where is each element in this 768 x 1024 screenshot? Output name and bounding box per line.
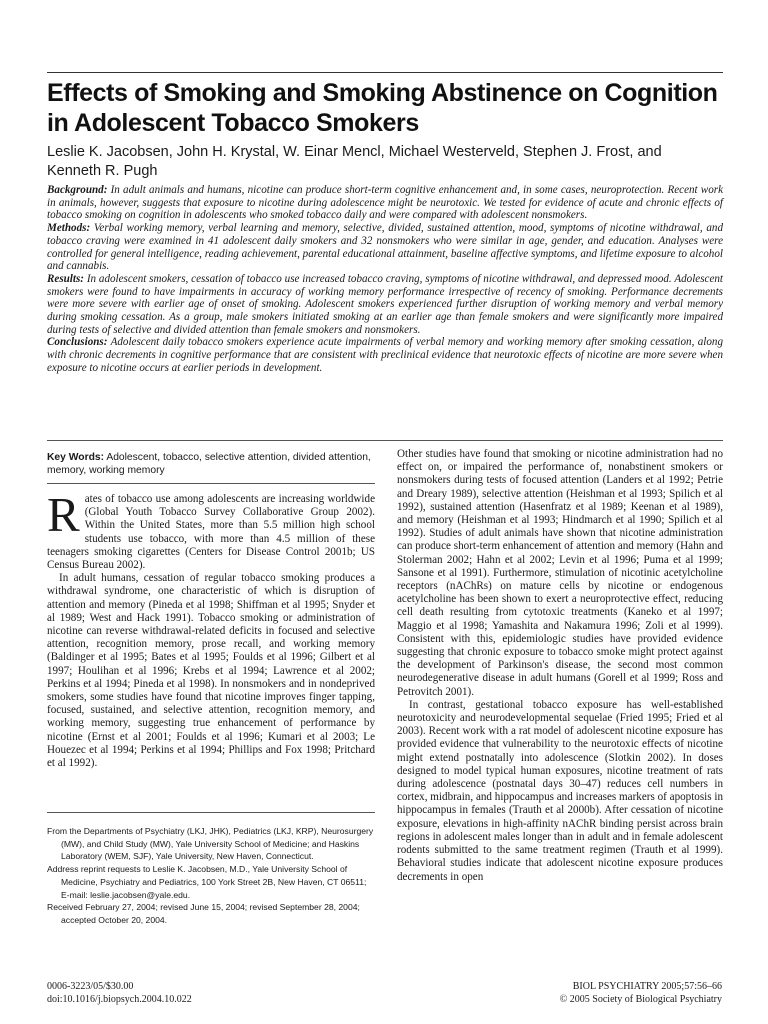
footer-issn: 0006-3223/05/$30.00 bbox=[47, 981, 134, 992]
footer-doi: doi:10.1016/j.biopsych.2004.10.022 bbox=[47, 994, 192, 1005]
key-words bbox=[47, 451, 375, 477]
abstract-methods-label: Methods: bbox=[47, 222, 91, 235]
abstract-background bbox=[47, 184, 723, 222]
footnote-reprint: Address reprint requests to Leslie K. Jacobsen, M.D., Yale University School of Medicine, Psychiatry and Pediatrics, 100 York Street 2B, New Haven, CT 06511; E-mail: leslie.jacobsen@yale.edu. bbox=[47, 864, 367, 900]
abstract-background-text: In adult animals and humans, nicotine can produce short-term cognitive enhancement and, in some cases, neuroprotection. Recent work in animals, however, suggests that exposure to nicotine during adolescence might be neurotoxic. We tested for evidence of acute and chronic effects of tobacco smoking on cognition in adolescents who smoked tobacco daily and were compared with adolescent nonsmokers. bbox=[47, 184, 723, 222]
right-paragraph-1: Other studies have found that smoking or nicotine administration had no effect on, or impaired the performance of, nonabstinent smokers or nonsmokers during tests of focused attention (Landers et al 1992; Petrie and Dreary 1989), selective attention (Heishman et al 1993; Spilich et al 1992), sustained attention (Hasenfratz et al 1989; Keenan et al 1989), and memory (Heishman et al 1993; Hindmarch et al 1990; Spilich et al 1992). Studies of adult animals have shown that nicotine administration can produce short-term enhancement of attention and memory (Hahn and Stolerman 2002; Hahn et al 2002; Levin et al 1996; Puma et al 1999; Sansone et al 1991). Furthermore, stimulation of nicotinic acetylcholine receptors (nAChRs) on mature cells by nicotine or endogenous acetylcholine has been shown to exert a neuroprotective effect, reducing cell death resulting from cytotoxic treatments (Kaneko et al 1997; Maggio et al 1998; Yamashita and Nakamura 1996; Zoli et al 1999). Consistent with this, epidemiologic studies have provided evidence suggesting that chronic exposure to tobacco smoke might protect against the development of Parkinson's disease, the second most common neurodegenerative disease in adult humans (Gorell et al 1999; Ross and Petrovitch 2001). bbox=[397, 448, 723, 698]
top-rule bbox=[47, 72, 723, 73]
footnote-received: Received February 27, 2004; revised June 15, 2004; revised September 28, 2004; accepted October 20, 2004. bbox=[47, 902, 360, 925]
intro-paragraph-2: In adult humans, cessation of regular tobacco smoking produces a withdrawal syndrome, one characteristic of which is disruption of attention and memory (Pineda et al 1998; Shiffman et al 1995; Snyder et al 1989; West and Hack 1991). Tobacco smoking or administration of nicotine can reverse withdrawal-related deficits in focused and selective attention, recognition memory, prose recall, and working memory (Baldinger et al 1995; Bates et al 1995; Foulds et al 1996; Gilbert et al 1997; Houlihan et al 1996; Krebs et al 1994; Lawrence et al 2002; Perkins et al 1994; Pineda et al 1998). In nonsmokers and in nondeprived smokers, some studies have found that nicotine improves finger tapping, focused, sustained, and selective attention, recognition memory, and working memory, suggesting true enhancement of performance by nicotine (Ernst et al 2001; Foulds et al 1996; Kumari et al 2003; Le Houezec et al 1994; Perkins et al 1994; Phillips and Fox 1998; Pritchard et al 1992). bbox=[47, 572, 375, 770]
intro-paragraph-1 bbox=[47, 487, 375, 572]
key-words-text: Adolescent, tobacco, selective attention, divided attention, memory, working memory bbox=[47, 452, 371, 477]
footer-right bbox=[560, 980, 722, 1006]
article-title: Effects of Smoking and Smoking Abstinence on Cognition in Adolescent Tobacco Smokers bbox=[47, 79, 718, 137]
body-left-column bbox=[47, 487, 375, 770]
abstract-methods bbox=[47, 222, 723, 273]
abstract-conclusions bbox=[47, 336, 723, 374]
abstract-divider bbox=[47, 440, 723, 441]
abstract-results-text: In adolescent smokers, cessation of tobacco use increased tobacco craving, symptoms of nicotine withdrawal, and depressed mood. Adolescent smokers were found to have impairments in accuracy of working memory performance irrespective of recency of smoking. Performance decrements were more severe with earlier age of onset of smoking. Adolescent smokers experienced further disruption of working memory and verbal memory during smoking cessation. As a group, male smokers initiated smoking at an earlier age than female smokers and were significantly more impaired during tests of selective and divided attention than female smokers and nonsmokers. bbox=[47, 272, 724, 336]
author-list: Leslie K. Jacobsen, John H. Krystal, W. Einar Mencl, Michael Westerveld, Stephen J. Frost, and Kenneth R. Pugh bbox=[47, 144, 662, 179]
footer-left bbox=[47, 980, 192, 1006]
footer-copyright: © 2005 Society of Biological Psychiatry bbox=[559, 994, 722, 1005]
footer-journal: BIOL PSYCHIATRY 2005;57:56–66 bbox=[572, 981, 722, 992]
footnotes bbox=[47, 825, 375, 927]
footnote-affiliation: From the Departments of Psychiatry (LKJ, JHK), Pediatrics (LKJ, KRP), Neurosurgery (MW), and Child Study (MW), Yale University School of Medicine; and Haskins Laboratory (WEM, SJF), Yale University, New Haven, Connecticut. bbox=[47, 826, 374, 862]
drop-cap: R bbox=[47, 487, 80, 542]
abstract-results-label: Results: bbox=[47, 272, 84, 285]
abstract-conclusions-text: Adolescent daily tobacco smokers experience acute impairments of verbal memory and working memory after smoking cessation, along with chronic decrements in cognitive performance that are consistent with preclinical evidence that neurotoxic effects of nicotine are more severe when exposure to nicotine occurs at earlier periods in development. bbox=[47, 336, 723, 374]
abstract-background-label: Background: bbox=[47, 184, 108, 196]
right-paragraph-2: In contrast, gestational tobacco exposure has well-established neurotoxicity and neurodevelopmental sequelae (Fried 1995; Fried et al 2003). Recent work with a rat model of adolescent nicotine exposure has provided evidence that vulnerability to the neurotoxic effects of nicotine might extend postnatally into adolescence (Slotkin 2002). In doses designed to model typical human exposures, nicotine treatment of rats during adolescence (postnatal days 30–47) reduces cell numbers in cortex, midbrain, and hippocampus and increases markers of apoptosis in hippocampus in females (Trauth et al 2000b). After cessation of nicotine exposure, elevations in high-affinity nAChR binding persist across brain regions in adolescent males longer than in adult and in female adolescent rodents submitted to the same treatment regimen (Trauth et al 1999). Behavioral studies indicate that adolescent nicotine exposure produces decrements in open bbox=[397, 698, 723, 883]
abstract bbox=[47, 184, 723, 375]
body-right-column bbox=[397, 448, 723, 884]
abstract-methods-text: Verbal working memory, verbal learning and memory, selective, divided, sustained attention, mood, symptoms of nicotine withdrawal, and tobacco craving were examined in 41 adolescent daily smokers and 32 nonsmokers who were similar in age, gender, and education. Analyses were controlled for general intelligence, reading achievement, parental educational attainment, baseline affective symptoms, and lifetime exposure to alcohol and cannabis. bbox=[47, 222, 723, 273]
abstract-results bbox=[47, 273, 723, 337]
key-words-label: Key Words: bbox=[47, 452, 105, 463]
key-words-rule bbox=[47, 483, 375, 484]
footnote-rule bbox=[47, 812, 375, 813]
intro-paragraph-1-text: ates of tobacco use among adolescents are increasing worldwide (Global Youth Tobacco Survey Collaborative Group 2002). Within the United States, more than 5.5 million high school students use tobacco, with more than 4.5 million of these teenagers smoking cigarettes (Centers for Disease Control 2001b; US Census Bureau 2002). bbox=[47, 493, 375, 572]
abstract-conclusions-label: Conclusions: bbox=[47, 336, 108, 349]
